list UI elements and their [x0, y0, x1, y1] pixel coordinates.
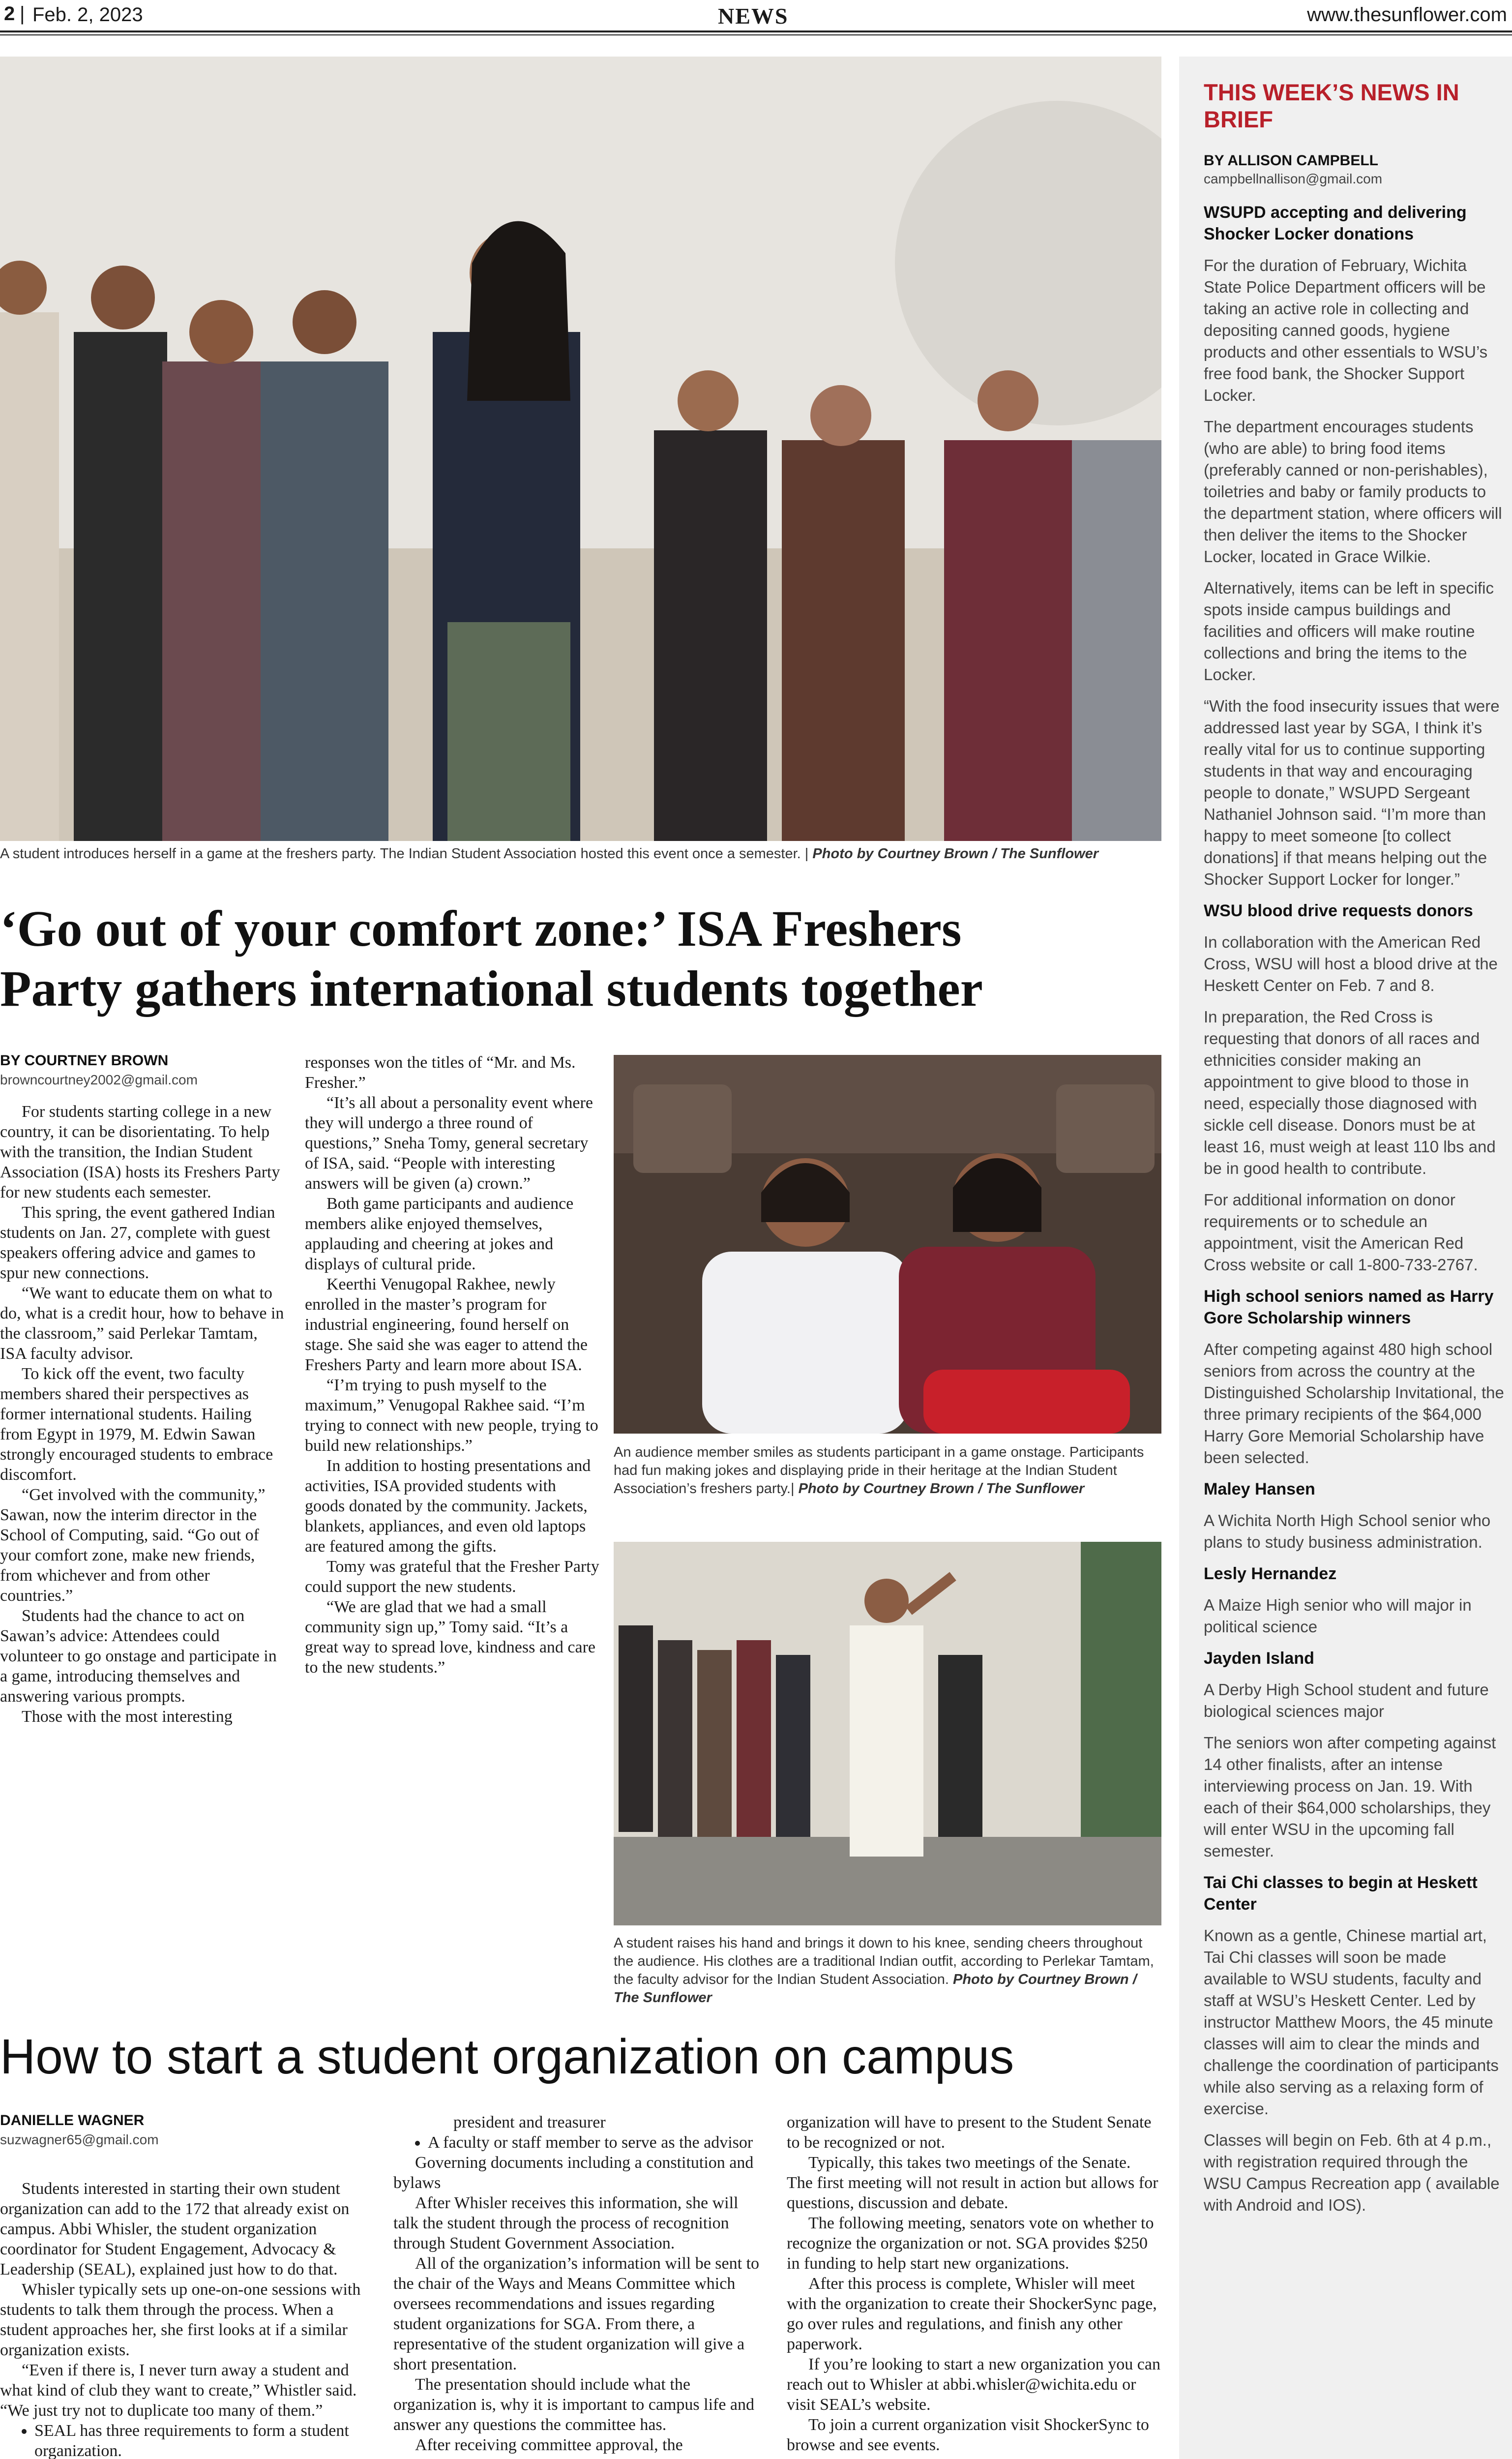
second-col1-para: Whisler typically sets up one-on-one sessions with students to talk them through the process. When a student approaches her, she first looks at if a similar organization exists.: [0, 2280, 361, 2359]
dancer-photo-caption: A student raises his hand and brings it down to his knee, sending cheers throughout the audience. His clothes are a traditional Indian outfit, according to Perlekar Tamtam, the faculty advisor for the Indian Student Association. Photo by Courtney Brown / The Sunflower: [614, 1935, 1154, 2006]
brief-para: In preparation, the Red Cross is requesting that donors of all races and ethnicities consider making an appointment to give blood to those in need, especially those diagnosed with sickle cell disease. Donors must be at least 16, must weigh at least 110 lbs and be in good health to contribute.: [1204, 1008, 1496, 1177]
brief-para: For the duration of February, Wichita State Police Department officers will be taking an active role in collecting and depositing canned goods, hygiene products and other essentials to WSU’s free food bank, the Shocker Support Locker.: [1204, 256, 1488, 404]
lead-photo-illustration: [0, 57, 1161, 841]
second-col1-para: “Even if there is, I never turn away a student and what kind of club they want to create,” Whistler said. “We just try not to duplicate too many of them.”: [0, 2361, 357, 2420]
lead-photo-credit: Photo by Courtney Brown / The Sunflower: [812, 846, 1099, 862]
main-headline-line1: ‘Go out of your comfort zone:’ ISA Freshers: [0, 900, 962, 957]
dancer-photo: [614, 1542, 1161, 1925]
brief-heading: WSUPD accepting and delivering Shocker Locker donations: [1204, 203, 1467, 243]
main-headline-line2: Party gathers international students together: [0, 960, 983, 1017]
brief-para: After competing against 480 high school seniors from across the country at the Distinguished Scholarship Invitational, the three primary recipients of the $64,000 Harry Gore Memorial Scholarship have been selected.: [1204, 1340, 1504, 1467]
site-url[interactable]: www.thesunflower.com: [1307, 4, 1507, 26]
sidebar-email[interactable]: campbellnallison@gmail.com: [1204, 171, 1383, 186]
main-col1-para: “We want to educate them on what to do, what is a credit hour, how to behave in the classroom,” said Perlekar Tamtam, ISA faculty advisor.: [0, 1284, 284, 1363]
second-col3-para: To join a current organization visit ShockerSync to browse and see events.: [787, 2416, 1149, 2454]
lead-photo-caption: A student introduces herself in a game at the freshers party. The Indian Student Association hosted this event once a semester. | Photo by Courtney Brown / The Sunflower: [0, 846, 1099, 862]
brief-para: A Derby High School student and future biological sciences major: [1204, 1680, 1489, 1720]
requirements-list-cont: [393, 2132, 767, 2153]
second-col1-para: Students interested in starting their own student organization can add to the 172 that already exist on campus. Abbi Whisler, the student organization coordinator for Student Engagement, Advocacy & Leadership (SEAL), explained just how to do that.: [0, 2180, 350, 2279]
second-col3-para: After this process is complete, Whisler will meet with the organization to create their ShockerSync page, go over rules and regulations, and finish any other paperwork.: [787, 2275, 1157, 2353]
main-col2-para: Keerthi Venugopal Rakhee, newly enrolled in the master’s program for industrial engineering, found herself on stage. She said she was eager to attend the Freshers Party and learn more about ISA.: [305, 1275, 588, 1374]
second-col2-para: Governing documents including a constitution and bylaws: [393, 2154, 754, 2192]
sidebar-title: THIS WEEK’S NEWS IN BRIEF: [1204, 79, 1459, 132]
brief-heading: Tai Chi classes to begin at Heskett Center: [1204, 1873, 1478, 1914]
dancer-photo-illustration: [614, 1542, 1161, 1925]
main-story-col1: [0, 1102, 285, 1727]
header-divider: |: [20, 3, 25, 25]
second-col2-para: After receiving committee approval, the: [415, 2436, 683, 2454]
brief-heading: WSU blood drive requests donors: [1204, 901, 1473, 920]
second-col2-para: All of the organization’s information will be sent to the chair of the Ways and Means Committee which oversees recommendations and issues regarding student organizations for SGA. From there, a representative of the student organization will give a short presentation.: [393, 2254, 760, 2373]
second-byline-email[interactable]: suzwagner65@gmail.com: [0, 2132, 159, 2147]
sidebar-content: [1204, 79, 1506, 2226]
brief-heading: Maley Hansen: [1204, 1480, 1315, 1499]
header-rule: [0, 30, 1512, 32]
second-col2-continuation: president and treasurer: [453, 2113, 606, 2131]
brief-para: “With the food insecurity issues that were addressed last year by SGA, I think it’s really vital for us to continue supporting students in that way and encouraging people to donate,” WSUPD Sergeant Nathaniel Johnson said. “I’m more than happy to meet someone [to collect donations] if that means helping out the Shocker Support Locker for longer.”: [1204, 697, 1500, 888]
main-byline-email[interactable]: browncourtney2002@gmail.com: [0, 1072, 198, 1087]
main-col1-para: To kick off the event, two faculty members shared their perspectives as former international students. Hailing from Egypt in 1979, M. Edwin Sawan strongly encouraged students to embrace discomfort.: [0, 1365, 273, 1484]
main-col2-para: In addition to hosting presentations and activities, ISA provided students with goods donated by the community. Jackets, blankets, appliances, and even old laptops are featured among the gifts.: [305, 1457, 591, 1556]
main-byline: BY COURTNEY BROWN: [0, 1052, 169, 1069]
header-rule-thin: [0, 34, 1512, 35]
audience-photo-caption: An audience member smiles as students participant in a game onstage. Participants had fun making jokes and displaying pride in their heritage at the Indian Student Association’s freshers party.| Photo by Courtney Brown / The Sunflower: [614, 1444, 1144, 1497]
second-col3-para: organization will have to present to the Student Senate to be recognized or not.: [787, 2113, 1152, 2152]
second-byline: DANIELLE WAGNER: [0, 2112, 145, 2129]
brief-heading: High school seniors named as Harry Gore Scholarship winners: [1204, 1287, 1494, 1327]
requirement-item: • A faculty or staff member to serve as the advisor: [428, 2132, 767, 2153]
page-number: 2: [4, 3, 15, 25]
brief-para: Known as a gentle, Chinese martial art, Tai Chi classes will soon be made available to WSU students, faculty and staff at WSU’s Heskett Center. Led by instructor Matthew Moors, the 45 minute classes will aim to clear the minds and challenge the coordination of participants while also serving as a relaxing form of exercise.: [1204, 1926, 1499, 2118]
second-story-col3: [787, 2112, 1160, 2455]
second-col2-para: After Whisler receives this information, she will talk the student through the process of recognition through Student Government Association.: [393, 2194, 739, 2252]
second-col3-para: Typically, this takes two meetings of the Senate. The first meeting will not result in action but allows for questions, discussion and debate.: [787, 2154, 1158, 2212]
sidebar-byline: BY ALLISON CAMPBELL: [1204, 152, 1379, 169]
section-name: NEWS: [718, 3, 789, 29]
brief-para: A Maize High senior who will major in political science: [1204, 1596, 1472, 1636]
main-col1-para: “Get involved with the community,” Sawan, now the interim director in the School of Computing, said. “Go out of your comfort zone, make new friends, from whichever and from other countries.”: [0, 1486, 266, 1605]
requirements-list: [0, 2421, 374, 2459]
second-col3-para: If you’re looking to start a new organization you can reach out to Whisler at abbi.whisler@wichita.edu or visit SEAL’s website.: [787, 2355, 1160, 2414]
brief-heading: Jayden Island: [1204, 1649, 1314, 1668]
brief-para: The department encourages students (who are able) to bring food items (preferably canned or non-perishables), toiletries and baby or family products to the department station, where officers will then deliver the items to the Shocker Locker, located in Grace Wilkie.: [1204, 418, 1502, 566]
lead-photo: [0, 57, 1161, 841]
second-col2-para: The presentation should include what the organization is, why it is important to campus life and answer any questions the committee has.: [393, 2375, 755, 2434]
brief-para: In collaboration with the American Red Cross, WSU will host a blood drive at the Heskett Center on Feb. 7 and 8.: [1204, 933, 1498, 994]
main-col1-para: Students had the chance to act on Sawan’s advice: Attendees could volunteer to go onstage and participate in a game, introducing themselves and answering various prompts.: [0, 1607, 277, 1706]
brief-para: The seniors won after competing against 14 other finalists, after an intense interviewing process on Jan. 19. With each of their $64,000 scholarships, they will enter WSU in the upcoming fall semester.: [1204, 1734, 1496, 1860]
main-col1-para: This spring, the event gathered Indian students on Jan. 27, complete with guest speakers offering advice and games to spur new connections.: [0, 1203, 275, 1282]
brief-para: Alternatively, items can be left in specific spots inside campus buildings and facilities and officers will make routine collections and bring the items to the Locker.: [1204, 579, 1494, 684]
brief-para: For additional information on donor requirements or to schedule an appointment, visit the American Red Cross website or call 1-800-733-2767.: [1204, 1191, 1478, 1274]
audience-photo-illustration: [614, 1055, 1161, 1434]
main-col2-para: “I’m trying to push myself to the maximum,” Venugopal Rakhee said. “I’m trying to connect with new people, trying to build new relationships.”: [305, 1376, 598, 1455]
main-story-col2: [305, 1052, 600, 1678]
brief-heading: Lesly Hernandez: [1204, 1564, 1337, 1583]
main-headline: [0, 899, 1165, 1019]
requirement-item: • SEAL has three requirements to form a student organization.: [34, 2421, 374, 2459]
main-col2-para: responses won the titles of “Mr. and Ms. Fresher.”: [305, 1053, 576, 1092]
second-story-col2: [393, 2112, 767, 2455]
main-col2-para: Tomy was grateful that the Fresher Party could support the new students.: [305, 1558, 599, 1596]
second-headline: How to start a student organization on campus: [0, 2029, 1014, 2084]
brief-para: Classes will begin on Feb. 6th at 4 p.m., with registration required through the WSU Campus Recreation app ( available with Android and IOS).: [1204, 2131, 1500, 2214]
second-col3-para: The following meeting, senators vote on whether to recognize the organization or not. SGA provides $250 in funding to help start new organizations.: [787, 2214, 1154, 2273]
brief-para: A Wichita North High School senior who plans to study business administration.: [1204, 1511, 1491, 1551]
issue-date: Feb. 2, 2023: [32, 4, 143, 26]
main-col1-para: Those with the most interesting: [22, 1708, 233, 1726]
main-col2-para: Both game participants and audience members alike enjoyed themselves, applauding and cheering at jokes and displays of cultural pride.: [305, 1195, 574, 1273]
main-col1-para: For students starting college in a new country, it can be disorientating. To help with the transition, the Indian Student Association (ISA) hosts its Freshers Party for new students each semester.: [0, 1103, 280, 1201]
main-col2-para: “We are glad that we had a small community sign up,” Tomy said. “It’s a great way to spread love, kindness and care to the new students.”: [305, 1598, 595, 1677]
audience-photo: [614, 1055, 1161, 1434]
dancer-photo-credit: Photo by Courtney Brown / The Sunflower: [614, 1972, 1137, 2006]
main-col2-para: “It’s all about a personality event where they will undergo a three round of questions,” Sneha Tomy, general secretary of ISA, said. “People with interesting answers will be given (a) crown.”: [305, 1094, 593, 1193]
audience-photo-credit: Photo by Courtney Brown / The Sunflower: [798, 1481, 1085, 1497]
sidebar-body: [1204, 202, 1506, 2216]
second-story-col1: [0, 2179, 374, 2459]
